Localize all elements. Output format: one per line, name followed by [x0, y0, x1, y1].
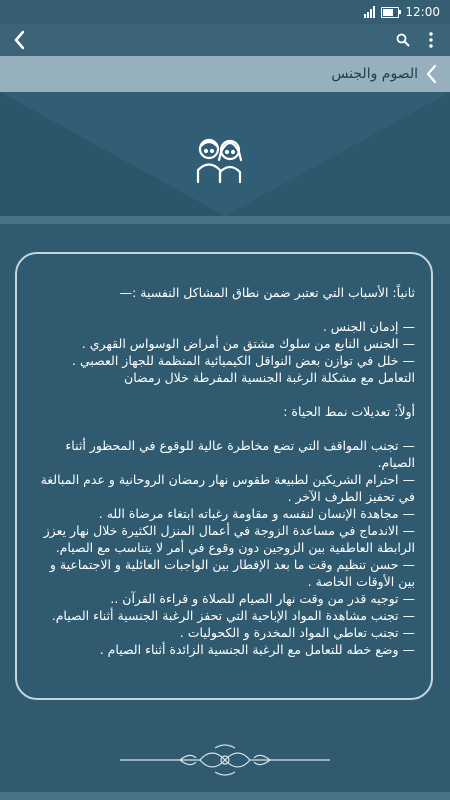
battery-icon	[381, 7, 399, 18]
content-line: — توجيه قدر من وقت نهار الصيام للصلاة و قراءة القرآن ..	[110, 591, 415, 606]
status-bar	[0, 0, 450, 24]
content-line: أولاً: تعديلات نمط الحياة :	[283, 404, 415, 419]
more-options-button[interactable]	[422, 30, 440, 50]
section-title: الصوم والجنس	[331, 66, 418, 82]
content-line: — تجنب المواقف التي تضع مخاطرة عالية للوقوع في المحظور أثناء الصيام.	[65, 438, 415, 470]
content-line: التعامل مع مشكلة الرغبة الجنسية المفرطة خلال رمضان	[124, 370, 415, 385]
hero-divider	[0, 216, 450, 224]
chevron-left-icon	[8, 26, 32, 54]
content-line: — حسن تنظيم وقت ما بعد الإفطار بين الواجبات العائلية و الاجتماعية و بين الأوقات الخاصة .	[49, 557, 415, 589]
paragraph-gap	[33, 420, 415, 437]
app-bar-actions	[394, 30, 440, 50]
content-line: — تجنب مشاهدة المواد الإباحية التي تحفز الرغبة الجنسية أثناء الصيام.	[51, 608, 415, 623]
content-line: — خلل في توازن بعض النواقل الكيميائية المنظمة للجهاز العصبي .	[72, 353, 415, 368]
clock: 12:00	[405, 5, 440, 19]
signal-icon	[364, 6, 375, 18]
bottom-divider	[0, 792, 450, 800]
hero-banner	[0, 92, 450, 216]
chevron-left-icon	[424, 63, 440, 85]
paragraph-gap	[33, 301, 415, 318]
back-button[interactable]	[8, 26, 32, 54]
content-line: — إدمان الجنس .	[322, 319, 415, 334]
more-vert-icon	[429, 32, 433, 48]
search-button[interactable]	[394, 30, 412, 50]
content-line: — احترام الشريكين لطبيعة طقوس نهار رمضان الروحانية و عدم المبالغة في تحفيز الطرف الآخر .	[40, 472, 415, 504]
content-line: — وضع خطه للتعامل مع الرغبة الجنسية الزائدة أثناء الصيام .	[99, 642, 415, 657]
section-header[interactable]	[0, 56, 450, 92]
content-card	[15, 252, 433, 700]
content-line: — الجنس النابع من سلوك مشتق من أمراض الوسواس القهري .	[81, 336, 415, 351]
ornament-divider-icon	[120, 740, 330, 780]
content-line: ثانياً: الأسباب التي تعتبر ضمن نطاق المشاكل النفسية :—	[119, 285, 415, 300]
search-icon	[396, 33, 410, 47]
battery-fill	[383, 9, 393, 16]
couple-icon	[192, 132, 248, 188]
content-line: — مجاهدة الإنسان لنفسه و مقاومة رغباته ابتغاء مرضاة الله .	[98, 506, 415, 521]
paragraph-gap	[33, 386, 415, 403]
content-line: — الاندماج في مساعدة الزوجة في أعمال المنزل الكثيرة خلال نهار يعزز الرابطة العاطفية بين الزوجين دون وقوع في أمر لا يتناسب مع الصيام.	[43, 523, 415, 555]
app-bar	[0, 24, 450, 56]
content-line: — تجنب تعاطي المواد المخدرة و الكحوليات .	[179, 625, 415, 640]
